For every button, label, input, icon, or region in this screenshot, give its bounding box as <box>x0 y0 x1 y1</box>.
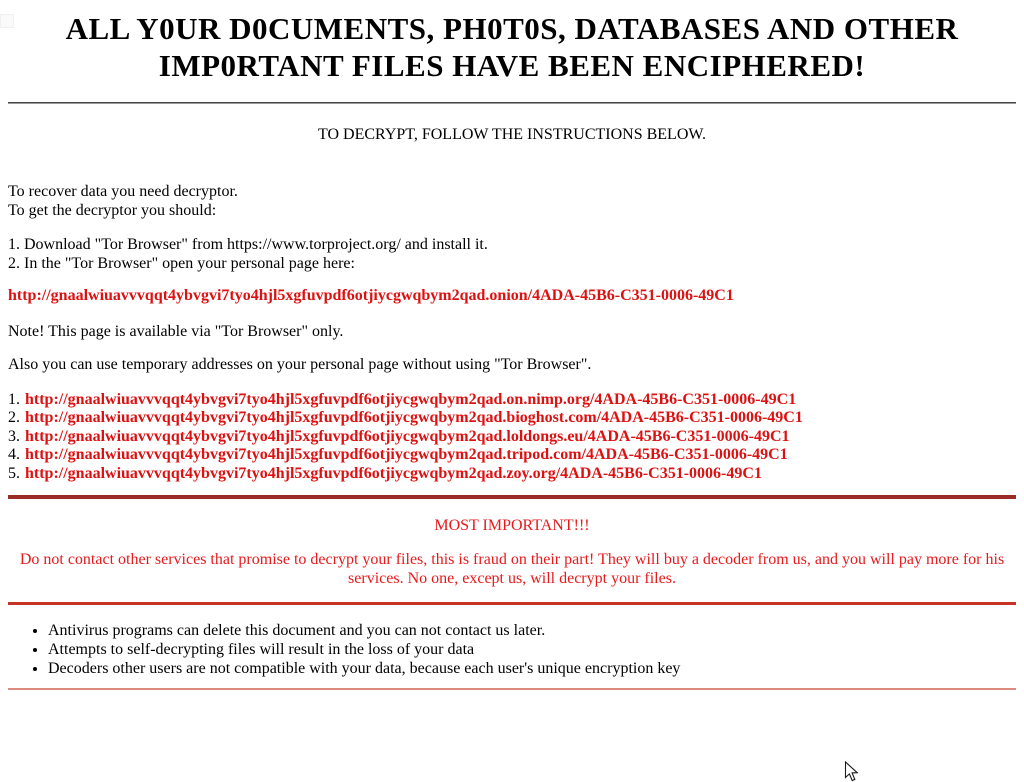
intro-line-1: To recover data you need decryptor. <box>8 183 238 200</box>
link-number: 3. <box>8 427 20 445</box>
link-number: 1. <box>8 390 20 408</box>
decrypt-instructions-heading: TO DECRYPT, FOLLOW THE INSTRUCTIONS BELOW. <box>317 126 706 143</box>
broken-image-placeholder <box>0 14 14 28</box>
temporary-link-2[interactable]: http://gnaalwiuavvvqqt4ybvgvi7tyo4hjl5xgfuvpdf6otjiycgwqbym2qad.bioghost.com/4ADA-45B6-C351-0006-49C1 <box>25 409 803 427</box>
fraud-warning-text: Do not contact other services that promise to decrypt your files, this is fraud on their part! They will buy a decoder from us, and you will pay more for his services. No one, except us, will decrypt your files. <box>19 551 1005 587</box>
temporary-addresses-note: Also you can use temporary addresses on your personal page without using "Tor Browser". <box>8 356 592 373</box>
link-number: 2. <box>8 409 20 427</box>
temporary-link-1[interactable]: http://gnaalwiuavvvqqt4ybvgvi7tyo4hjl5xgfuvpdf6otjiycgwqbym2qad.on.nimp.org/4ADA-45B6-C351-0006-49C1 <box>25 390 797 408</box>
step-2: 2. In the "Tor Browser" open your personal page here: <box>8 254 355 272</box>
ransom-note-page <box>0 10 1024 690</box>
temporary-link-row <box>8 409 1016 428</box>
caution-item-antivirus: • Antivirus programs can delete this document and you can not contact us later. <box>48 621 1016 640</box>
caution-list <box>8 621 1016 678</box>
link-number: 5. <box>8 464 20 482</box>
warning-bottom-divider <box>8 602 1016 605</box>
caution-item-decoders: • Decoders other users are not compatible with your data, because each user's unique encryption key <box>48 659 1016 678</box>
bottom-divider <box>8 688 1016 690</box>
onion-link[interactable]: http://gnaalwiuavvvqqt4ybvgvi7tyo4hjl5xgfuvpdf6otjiycgwqbym2qad.onion/4ADA-45B6-C351-0006-49C1 <box>8 287 734 304</box>
page-title: ALL Y0UR D0CUMENTS, PH0T0S, DATABASES AND OTHER IMP0RTANT FILES HAVE BEEN ENCIPHERED! <box>65 11 959 83</box>
link-number: 4. <box>8 446 20 464</box>
mouse-cursor-icon <box>844 761 858 782</box>
tor-only-note: Note! This page is available via "Tor Browser" only. <box>8 322 344 340</box>
temporary-link-4[interactable]: http://gnaalwiuavvvqqt4ybvgvi7tyo4hjl5xgfuvpdf6otjiycgwqbym2qad.tripod.com/4ADA-45B6-C351-0006-49C1 <box>25 446 788 464</box>
caution-item-self-decrypt: • Attempts to self-decrypting files will result in the loss of your data <box>48 640 1016 659</box>
steps-text <box>8 236 1016 273</box>
warning-top-divider <box>8 495 1016 499</box>
temporary-link-3[interactable]: http://gnaalwiuavvvqqt4ybvgvi7tyo4hjl5xgfuvpdf6otjiycgwqbym2qad.loldongs.eu/4ADA-45B6-C351-0006-49C1 <box>25 427 790 445</box>
title-divider <box>8 102 1016 104</box>
intro-text <box>8 183 1016 220</box>
temporary-link-row <box>8 446 1016 465</box>
onion-link-row <box>8 287 1016 306</box>
temporary-link-row <box>8 391 1016 410</box>
most-important-heading: MOST IMPORTANT!!! <box>434 517 590 535</box>
temporary-link-5[interactable]: http://gnaalwiuavvvqqt4ybvgvi7tyo4hjl5xgfuvpdf6otjiycgwqbym2qad.zoy.org/4ADA-45B6-C351-0006-49C1 <box>25 464 762 482</box>
temporary-link-row <box>8 465 1016 484</box>
temporary-links-list <box>8 391 1016 484</box>
temporary-link-row <box>8 428 1016 447</box>
step-1: 1. Download "Tor Browser" from https://www.torproject.org/ and install it. <box>8 236 488 253</box>
intro-line-2: To get the decryptor you should: <box>8 201 217 219</box>
